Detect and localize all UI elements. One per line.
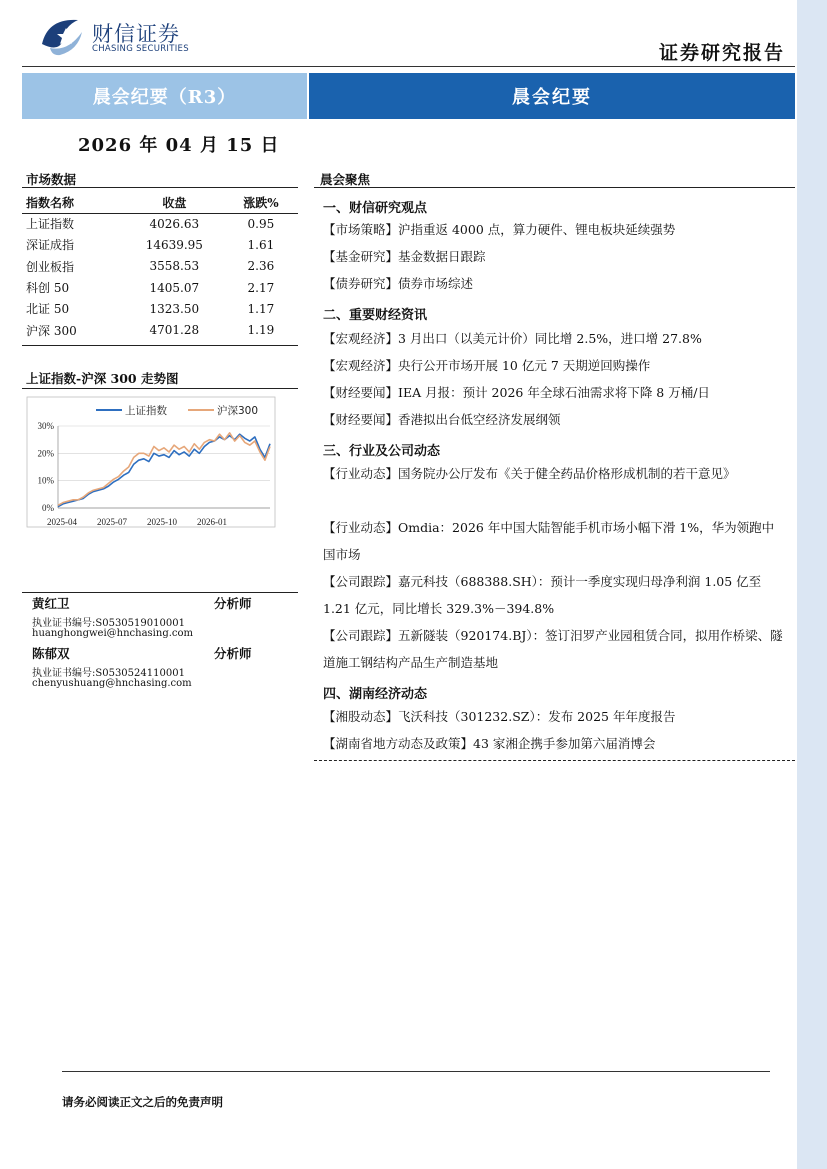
focus-item[interactable]: 【宏观经济】央行公开市场开展 10 亿元 7 天期逆回购操作 (323, 358, 651, 373)
column-header: 指数名称 (26, 196, 75, 210)
analyst-role: 分析师 (214, 646, 252, 661)
section-heading: 二、重要财经资讯 (323, 308, 428, 323)
table-row (26, 298, 294, 319)
table-row (26, 277, 294, 298)
chart-title-rule (22, 388, 298, 389)
trend-chart (26, 396, 276, 528)
focus-item[interactable]: 【宏观经济】3 月出口（以美元计价）同比增 2.5%，进口增 27.8% (323, 331, 702, 346)
focus-item[interactable]: 【财经要闻】香港拟出台低空经济发展纲领 (323, 412, 561, 427)
analyst-email[interactable]: huanghongwei@hnchasing.com (32, 628, 194, 639)
table-bottom-rule (22, 345, 298, 346)
close-value: 1405.07 (149, 280, 200, 295)
focus-item[interactable]: 【基金研究】基金数据日跟踪 (323, 249, 486, 264)
close-value: 1323.50 (149, 301, 200, 316)
y-tick-label: 10% (37, 475, 54, 486)
y-tick-label: 0% (42, 503, 54, 513)
table-row (26, 256, 294, 277)
banner-left: 晨会纪要（R3） (22, 73, 307, 119)
change-value: 0.95 (247, 216, 275, 231)
close-value: 4701.28 (149, 323, 200, 338)
document-type: 证券研究报告 (658, 42, 785, 64)
focus-item[interactable]: 【财经要闻】IEA 月报：预计 2026 年全球石油需求将下降 8 万桶/日 (323, 385, 710, 400)
index-name: 科创 50 (26, 281, 70, 296)
close-value: 4026.63 (149, 216, 200, 231)
market-data-title: 市场数据 (26, 172, 77, 187)
x-tick-label: 2025-07 (97, 517, 127, 527)
analyst-name: 陈郁双 (32, 646, 70, 661)
legend-label: 上证指数 (125, 405, 167, 417)
focus-end-rule (314, 760, 795, 761)
x-tick-label: 2025-10 (147, 517, 177, 527)
y-tick-label: 30% (37, 421, 54, 431)
section-heading: 四、湖南经济动态 (323, 687, 428, 702)
series-line-0 (58, 434, 270, 506)
change-value: 1.19 (247, 323, 275, 338)
section-heading: 一、财信研究观点 (323, 201, 428, 216)
company-logo (38, 14, 86, 58)
change-value: 2.36 (247, 259, 275, 274)
brand-name-en: CHASING SECURITIES (92, 44, 189, 54)
header-rule (22, 66, 795, 67)
right-margin-strip (797, 0, 827, 1169)
focus-item[interactable]: 【公司跟踪】五新隧装（920174.BJ）：签订汨罗产业园租赁合同，拟用作桥梁、隧道施工钢结构产品生产制造基地 (323, 628, 783, 670)
focus-title-rule (314, 187, 795, 188)
focus-item[interactable]: 【行业动态】Omdia：2026 年中国大陆智能手机市场小幅下滑 1%，华为领跑中国市场 (323, 520, 775, 562)
focus-item[interactable]: 【市场策略】沪指重返 4000 点，算力硬件、锂电板块延续强势 (323, 222, 676, 237)
table-row (26, 234, 294, 255)
change-value: 2.17 (247, 280, 275, 295)
index-name: 上证指数 (26, 217, 75, 232)
analyst-top-rule (22, 592, 298, 593)
focus-item[interactable]: 【湘股动态】飞沃科技（301232.SZ）：发布 2025 年年度报告 (323, 709, 676, 724)
index-name: 深证成指 (26, 238, 75, 253)
analyst-cert: 执业证书编号:S0530519010001 (32, 618, 185, 629)
close-value: 3558.53 (149, 259, 200, 274)
table-row (26, 319, 294, 340)
y-tick-label: 20% (37, 448, 54, 459)
focus-item[interactable]: 【债券研究】债券市场综述 (323, 276, 474, 291)
focus-item[interactable]: 【湖南省地方动态及政策】43 家湘企携手参加第六届消博会 (323, 736, 656, 751)
close-value: 14639.95 (145, 237, 203, 252)
focus-item[interactable]: 【公司跟踪】嘉元科技（688388.SH）：预计一季度实现归母净利润 1.05 亿至 1.21 亿元，同比增长 329.3%－394.8% (323, 574, 762, 616)
change-value: 1.17 (247, 301, 275, 316)
x-tick-label: 2025-04 (47, 517, 77, 527)
table-row (26, 213, 294, 234)
banner-right: 晨会纪要 (309, 73, 795, 119)
table-header-rule (22, 213, 298, 214)
index-name: 北证 50 (26, 302, 70, 317)
index-name: 创业板指 (26, 259, 75, 274)
index-name: 沪深 300 (26, 323, 77, 338)
market-table-header (26, 192, 294, 213)
market-table (26, 192, 294, 341)
chart-title: 上证指数-沪深 300 走势图 (26, 371, 179, 386)
column-header: 涨跌% (243, 196, 279, 210)
focus-title: 晨会聚焦 (320, 172, 371, 187)
column-header: 收盘 (162, 196, 187, 210)
legend-label: 沪深300 (217, 405, 259, 417)
analyst-role: 分析师 (214, 596, 252, 611)
analyst-email[interactable]: chenyushuang@hnchasing.com (32, 678, 192, 689)
x-tick-label: 2026-01 (197, 517, 227, 527)
market-title-rule (22, 187, 298, 188)
report-date: 2026 年 04 月 15 日 (78, 135, 280, 156)
brand-name-cn: 财信证券 (92, 22, 180, 46)
analyst-name: 黄红卫 (32, 596, 70, 611)
change-value: 1.61 (247, 237, 275, 252)
focus-item[interactable]: 【行业动态】国务院办公厅发布《关于健全药品价格形成机制的若干意见》 (323, 466, 736, 481)
section-heading: 三、行业及公司动态 (323, 444, 441, 459)
footer-disclaimer[interactable]: 请务必阅读正文之后的免责声明 (62, 1095, 223, 1109)
footer-rule (62, 1071, 770, 1072)
analyst-cert: 执业证书编号:S0530524110001 (32, 668, 185, 679)
